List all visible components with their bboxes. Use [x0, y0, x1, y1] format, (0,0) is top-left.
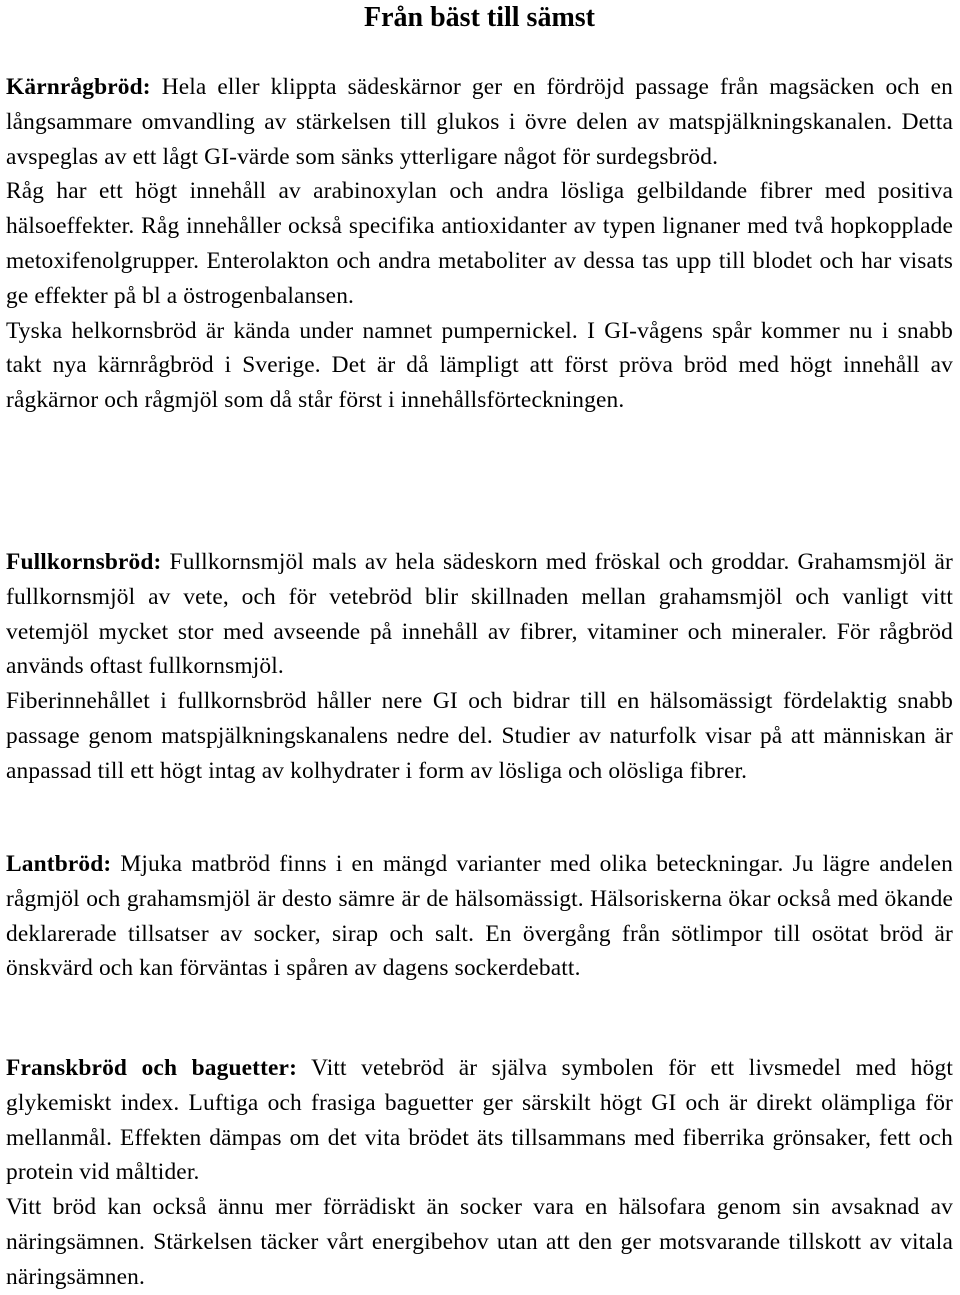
paragraph [6, 1051, 953, 1190]
paragraph: Råg har ett högt innehåll av arabinoxylan och andra lösliga gelbildande fibrer med positiva hälsoeffekter. Råg innehåller också specifika antioxidanter av typen lignaner med två hopkopplade metoxifenolgrupper. Enterolakton och andra metaboliter av dessa tas upp till blodet och har visats ge effekter på bl a östrogenbalansen. [6, 178, 953, 309]
paragraph: Fiberinnehållet i fullkornsbröd håller nere GI och bidrar till en hälsomässigt fördelaktig snabb passage genom matspjälkningskanalens nedre del. Studier av naturfolk visar på att människan är anpassad till ett högt intag av kolhydrater i form av lösliga och olösliga fibrer. [6, 688, 953, 784]
section-heading: Fullkornsbröd: [6, 549, 162, 575]
paragraph-text: Vitt vetebröd är själva symbolen för ett livsmedel med högt glykemiskt index. Luftiga och frasiga baguetter ger särskilt högt GI och är direkt olämpliga för mellanmål. Effekten dämpas om det vita brödet äts tillsammans med fiberrika grönsaker, fett och protein vid måltider. [6, 1055, 953, 1186]
page-title: Från bäst till sämst [364, 2, 595, 33]
section-karnragbrod [6, 70, 953, 418]
paragraph [6, 847, 953, 986]
paragraph: Tyska helkornsbröd är kända under namnet pumpernickel. I GI-vågens spår kommer nu i snabb takt nya kärnrågbröd i Sverige. Det är då lämpligt att först pröva bröd med högt innehåll av rågkärnor och rågmjöl som då står först i innehållsförteckningen. [6, 317, 953, 414]
section-heading: Kärnrågbröd: [6, 74, 151, 100]
paragraph [6, 70, 953, 174]
section-lantbrod [6, 847, 953, 986]
section-franskbrod-och-baguetter [6, 1051, 953, 1295]
paragraph: Vitt bröd kan också ännu mer förrädiskt än socker vara en hälsofara genom sin avsaknad av näringsämnen. Stärkelsen täcker vårt energibehov utan att den ger motsvarande tillskott av vitala näringsämnen. [6, 1194, 953, 1290]
section-fullkornsbrod [6, 545, 953, 789]
paragraph [6, 545, 953, 684]
paragraph-text: Hela eller klippta sädeskärnor ger en fördröjd passage från magsäcken och en långsammare omvandling av stärkelsen till glukos i övre delen av matspjälkningskanalen. Detta avspeglas av ett lågt GI-värde som sänks ytterligare något för surdegsbröd. [6, 74, 953, 170]
paragraph-text: Fullkornsmjöl mals av hela sädeskorn med fröskal och groddar. Grahamsmjöl är fullkornsmjöl av vete, och för vetebröd blir skillnaden mellan grahamsmjöl och vanligt vitt vetemjöl mycket stor med avseende på innehåll av fibrer, vitaminer och mineraler. För rågbröd används oftast fullkornsmjöl. [6, 549, 953, 680]
section-heading: Franskbröd och baguetter: [6, 1055, 298, 1081]
paragraph-text: Mjuka matbröd finns i en mängd varianter med olika beteckningar. Ju lägre andelen rågmjöl och grahamsmjöl är desto sämre är de hälsomässigt. Hälsoriskerna ökar också med ökande deklarerade tillsatser av socker, sirap och salt. En övergång från sötlimpor till osötat bröd är önskvärd och kan förväntas i spåren av dagens sockerdebatt. [6, 851, 953, 982]
section-heading: Lantbröd: [6, 851, 112, 877]
